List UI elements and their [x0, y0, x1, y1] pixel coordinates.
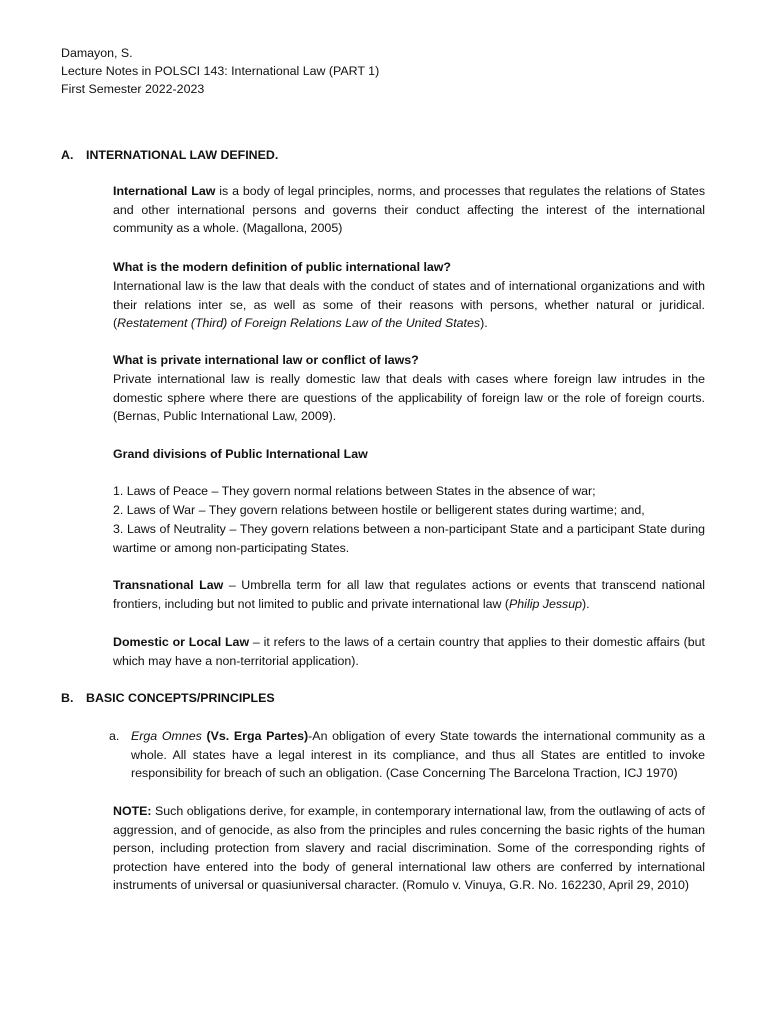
- erga-partes-paren: (Vs. Erga Partes): [201, 729, 309, 743]
- answer-private-law: Private international law is really domestic law that deals with cases where foreign law intrudes in the domestic sphere where there are questions of the applicability of foreign law or the role of foreign courts. (Bernas, Public International Law, 2009).: [113, 372, 705, 423]
- section-b-letter: B.: [61, 691, 74, 705]
- answer-public-text: International law is the law that deals with the conduct of states and of international organizations and with their relations inter se, as well as some of their reasons with persons, whether natural or juridical. (: [113, 279, 705, 330]
- transnational-law-citation: Philip Jessup: [509, 596, 583, 611]
- question-public-definition: What is the modern definition of public international law?: [113, 260, 451, 274]
- answer-public-definition: [113, 277, 705, 333]
- definition-text: is a body of legal principles, norms, and processes that regulates the relations of States and other international persons and governs their conduct affecting the interest of the international community as a whole. (Magallona, 2005): [113, 184, 706, 235]
- division-item-war: 2. Laws of War – They govern relations between hostile or belligerent states during wartime; and,: [113, 503, 645, 517]
- note-text: Such obligations derive, for example, in contemporary international law, from the outlawing of acts of aggression, and of genocide, as also from the principles and rules concerning the basic rights of the human person, including protection from slavery and racial discrimination. Some of the corresponding rights of protection have entered into the body of general international law others are conferred by international instruments of universal or quasiuniversal character. (Romulo v. Vinuya, G.R. No. 162230, April 29, 2010): [113, 804, 705, 892]
- transnational-law-paragraph: [113, 576, 705, 613]
- answer-public-end: ).: [480, 316, 488, 330]
- author-line: Damayon, S.: [61, 46, 133, 60]
- domestic-law-text: – it refers to the laws of a certain country that applies to their domestic affairs (but which may have a non-territorial application).: [113, 635, 705, 668]
- division-item-neutrality: 3. Laws of Neutrality – They govern relations between a non-participant State and a participant State during wartime or among non-participating States.: [113, 522, 705, 555]
- semester-line: First Semester 2022-2023: [61, 82, 205, 96]
- item-a-letter: a.: [109, 729, 120, 743]
- section-a-letter: A.: [61, 148, 74, 162]
- note-label: NOTE:: [113, 804, 152, 818]
- divisions-title: Grand divisions of Public International Law: [113, 447, 368, 461]
- section-a-title: INTERNATIONAL LAW DEFINED.: [86, 148, 279, 162]
- question-private-law: What is private international law or conflict of laws?: [113, 353, 419, 367]
- erga-omnes-text: -An obligation of every State towards the international community as a whole. All states have a legal interest in its compliance, and thus all States are entitled to invoke responsibility for breach of such an obligation. (Case Concerning The Barcelona Traction, ICJ 1970): [131, 729, 705, 780]
- section-a-heading: [61, 146, 278, 165]
- section-b-title: BASIC CONCEPTS/PRINCIPLES: [86, 691, 275, 705]
- answer-public-citation: Restatement (Third) of Foreign Relations Law of the United States: [117, 316, 481, 330]
- note-paragraph: [113, 802, 705, 895]
- domestic-law-paragraph: [113, 633, 705, 670]
- transnational-law-end: ).: [582, 596, 590, 611]
- division-item-peace: 1. Laws of Peace – They govern normal relations between States in the absence of war;: [113, 484, 596, 498]
- domestic-law-term: Domestic or Local Law: [113, 635, 250, 649]
- erga-omnes-paragraph: [131, 727, 705, 783]
- course-line: Lecture Notes in POLSCI 143: International Law (PART 1): [61, 64, 380, 78]
- transnational-law-text: – Umbrella term for all law that regulates actions or events that transcend national frontiers, including but not limited to public and private international law (: [113, 578, 705, 611]
- definition-term: International Law: [113, 184, 216, 198]
- transnational-law-term: Transnational Law: [113, 578, 224, 592]
- erga-omnes-term: Erga Omnes: [131, 729, 202, 743]
- definition-paragraph: [113, 182, 705, 238]
- section-b-heading: [61, 689, 275, 708]
- document-header: [61, 44, 661, 98]
